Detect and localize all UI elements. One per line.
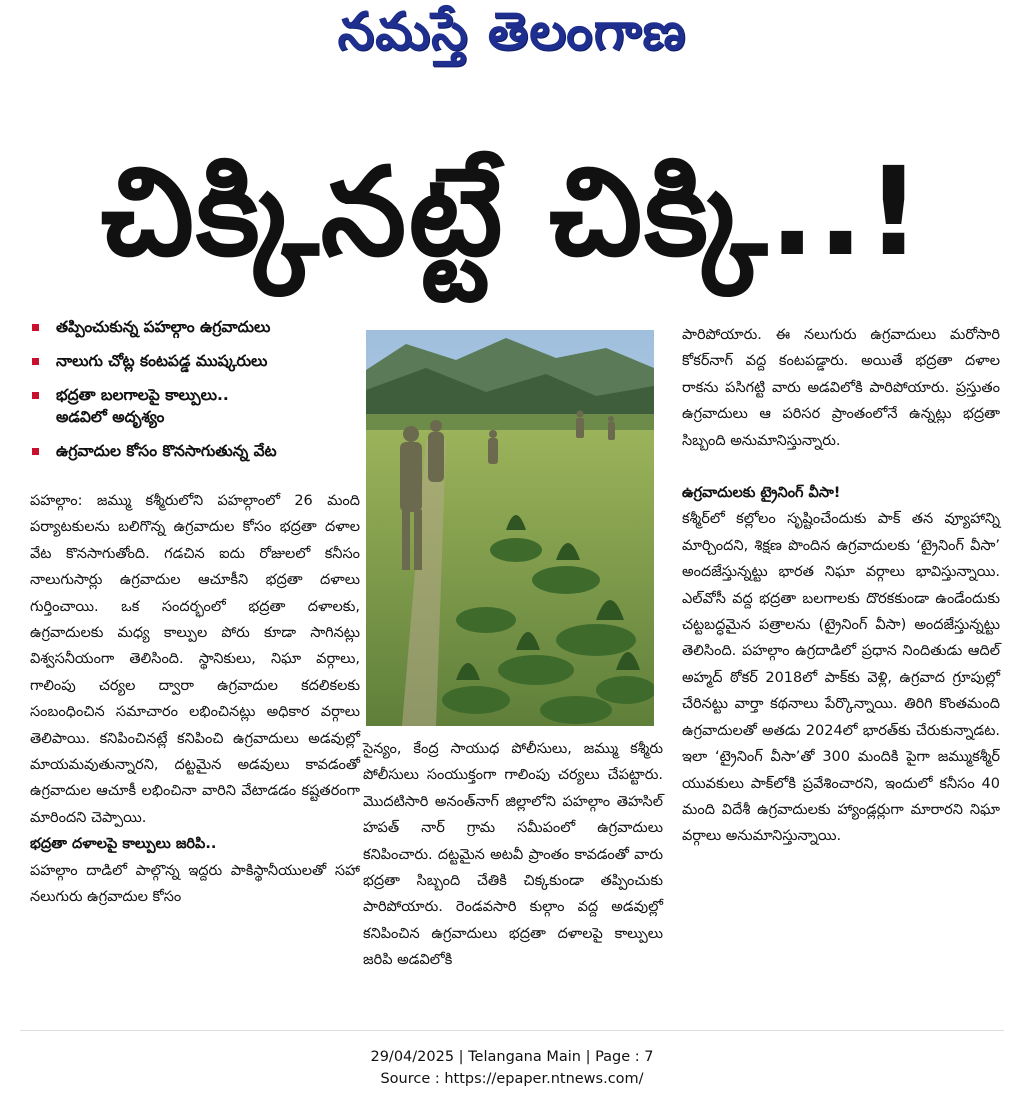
spacer	[682, 454, 1000, 480]
highlight-text: నాలుగు చోట్ల కంటపడ్డ ముష్కరులు	[56, 352, 268, 370]
bullet-square-icon	[32, 392, 39, 399]
page-footer	[0, 1046, 1024, 1090]
highlight-item	[30, 384, 352, 428]
highlights-list	[30, 316, 352, 474]
highlight-text: తప్పించుకున్న పహల్గాం ఉగ్రవాదులు	[56, 318, 271, 336]
highlight-item	[30, 350, 352, 372]
article-column-3	[682, 322, 1000, 850]
headline: చిక్కినట్టే చిక్కి..!	[100, 141, 924, 283]
bullet-square-icon	[32, 448, 39, 455]
article-column-1	[30, 488, 360, 911]
footer-source-link[interactable]: Source : https://epaper.ntnews.com/	[380, 1071, 644, 1087]
highlight-text: ఉగ్రవాదుల కోసం కొనసాగుతున్న వేట	[56, 442, 277, 460]
highlight-item	[30, 440, 352, 462]
bullet-square-icon	[32, 358, 39, 365]
highlight-text-continued: అడవిలో అదృశ్యం	[56, 408, 165, 426]
article-column-2	[363, 736, 663, 974]
highlight-item	[30, 316, 352, 338]
footer-edition-info: 29/04/2025 | Telangana Main | Page : 7	[370, 1049, 654, 1065]
article-subheading: భద్రతా దళాలపై కాల్పులు జరిపి..	[30, 836, 217, 853]
article-paragraph: పహల్గాం దాడిలో పాల్గొన్న ఇద్దరు పాకిస్థానీయులతో సహా నలుగురు ఉగ్రవాదుల కోసం	[30, 862, 360, 906]
article-paragraph: పారిపోయారు. ఈ నలుగురు ఉగ్రవాదులు మరోసారి కోకర్‌నాగ్ వద్ద కంటపడ్డారు. అయితే భద్రతా దళాల రాకను పసిగట్టి వారు అడవిలోకి పారిపోయారు. ప్రస్తుతం ఉగ్రవాదులు ఆ పరిసర ప్రాంతంలోనే ఉన్నట్లు భద్రతా సిబ్బంది అనుమానిస్తున్నారు.	[682, 327, 1000, 449]
bullet-square-icon	[32, 324, 39, 331]
article-subheading: ఉగ్రవాదులకు ట్రైనింగ్ వీసా!	[682, 485, 841, 502]
soldiers-in-field-photo	[366, 330, 654, 726]
masthead-logo: నమస్తే తెలంగాణ	[337, 1, 687, 62]
article-paragraph: పహల్గాం: జమ్ము కశ్మీరులోని పహల్గాంలో 26 మంది పర్యాటకులను బలిగొన్న ఉగ్రవాదుల కోసం భద్రతా దళాల వేట కొనసాగుతోంది. గడచిన ఐదు రోజులలో కనీసం నాలుగుసార్లు ఉగ్రవాదుల ఆచూకీని భద్రతా దళాలు గుర్తించాయి. ఒక సందర్భంలో భద్రతా దళాలకు, ఉగ్రవాదులకు మధ్య కాల్పుల పోరు కూడా సాగినట్లు విశ్వసనీయంగా తెలిసింది. స్థానికులు, నిఘా వర్గాలు, గాలింపు చర్యల ద్వారా ఉగ్రవాదుల కదలికలకు సంబంధించిన సమాచారం లభించినట్లు అధికార వర్గాలు తెలిపాయి. కనిపించినట్లే కనిపించి ఉగ్రవాదులు అడవుల్లో మాయమవుతున్నారని, దట్టమైన అడవులు కావడంతో ఉగ్రవాదుల ఆచూకీ లభించినా వారిని వేటాడడం కష్టతరంగా మారిందని చెప్పాయి.	[30, 493, 360, 826]
footer-divider	[20, 1030, 1004, 1031]
article-paragraph: సైన్యం, కేంద్ర సాయుధ పోలీసులు, జమ్ము కశ్మీరు పోలీసులు సంయుక్తంగా గాలింపు చర్యలు చేపట్టారు. మొదటిసారి అనంత్‌నాగ్ జిల్లాలోని పహల్గాం తెహసిల్ హపత్ నార్ గ్రామ సమీపంలో ఉగ్రవాదులు కనిపించారు. దట్టమైన అటవీ ప్రాంతం కావడంతో వారు భద్రతా సిబ్బంది చేతికి చిక్కకుండా తప్పించుకు పారిపోయారు. రెండవసారి కుల్గాం వద్ద అడవుల్లో కనిపించిన ఉగ్రవాదులు భద్రతా దళాలపై కాల్పులు జరిపి అడవిలోకి	[363, 741, 663, 969]
highlight-text: భద్రతా బలగాలపై కాల్పులు..	[56, 386, 229, 404]
article-paragraph: కశ్మీర్‌లో కల్లోలం సృష్టించేందుకు పాక్ తన వ్యూహాన్ని మార్చిందని, శిక్షణ పొందిన ఉగ్రవాదులకు ‘ట్రైనింగ్ వీసా’ అందజేస్తున్నట్టు భారత నిఘా వర్గాలు భావిస్తున్నాయి. ఎల్‌వోసీ వద్ద భద్రతా బలగాలకు దొరకకుండా ఉండేందుకు చట్టబద్ధమైన పత్రాలను (ట్రైనింగ్ వీసా) అందజేస్తున్నట్టు తెలిసింది. పహల్గాం ఉగ్రదాడిలో ప్రధాన నిందితుడు ఆదిల్ అహ్మద్ ఠోకర్ 2018లో పాక్‌కు వెళ్లి, ఉగ్రవాద గ్రూపుల్లో చేరినట్టు వార్తా కథనాలు పేర్కొన్నాయి. తిరిగి కొంతమంది ఉగ్రవాదులతో అతడు 2024లో భారత్‌కు చేరుకున్నాడట. ఇలా ‘ట్రైనింగ్ వీసా’తో 300 మందికి పైగా జమ్ముకశ్మీర్ యువకులు పాక్‌లోకి ప్రవేశించారని, ఇందులో కనీసం 40 మంది విదేశీ ఉగ్రవాదులకు హ్యాండ్లర్లుగా మారారని నిఘా వర్గాలు అనుమానిస్తున్నాయి.	[682, 511, 1000, 845]
